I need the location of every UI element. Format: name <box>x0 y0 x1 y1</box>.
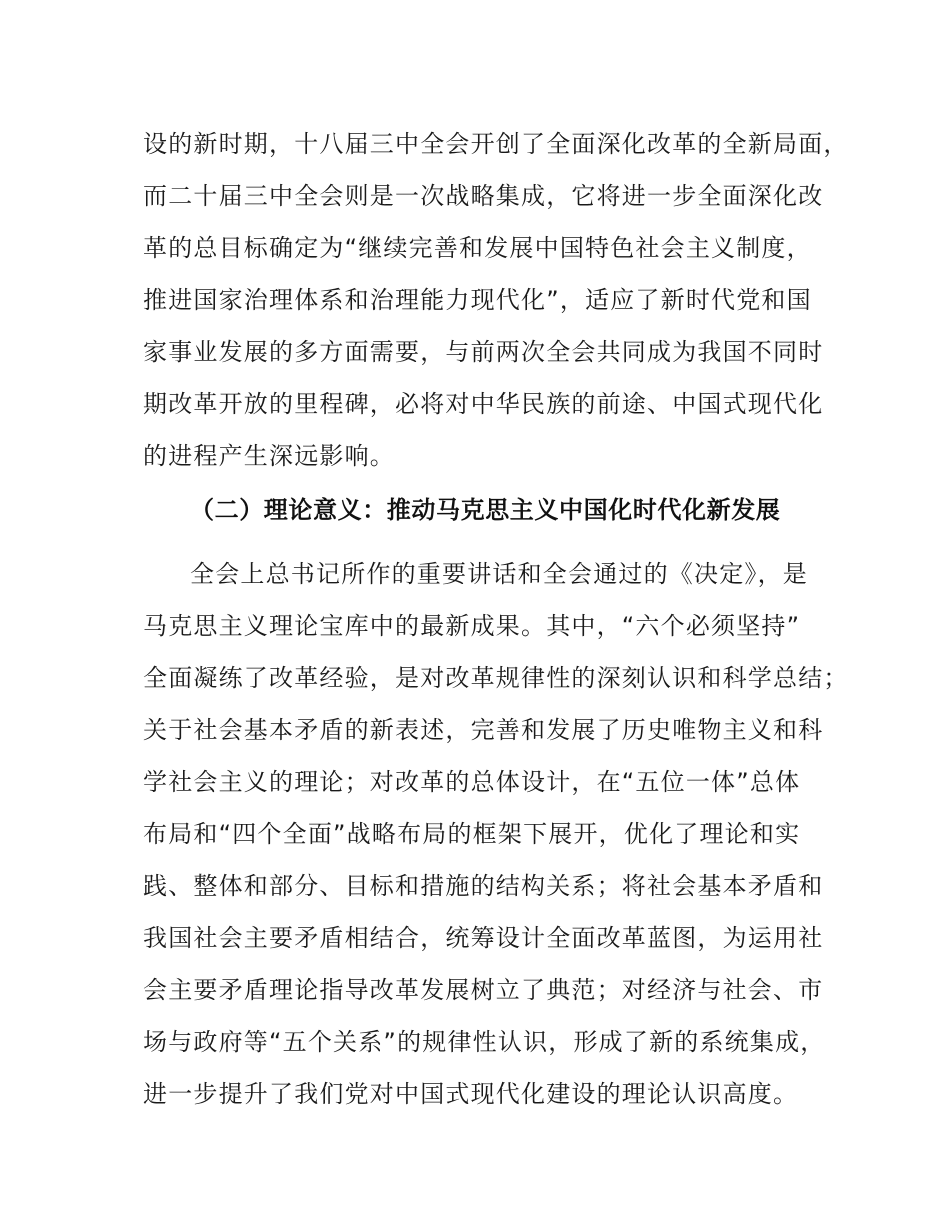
paragraph-2-line-3: 全面凝练了改革经验，是对改革规律性的深刻认识和科学总结； <box>143 664 849 692</box>
paragraph-1-line-7: 的进程产生深远影响。 <box>143 442 395 470</box>
paragraph-1-line-5: 家事业发展的多方面需要，与前两次全会共同成为我国不同时 <box>143 338 824 366</box>
paragraph-2-line-9: 会主要矛盾理论指导改革发展树立了典范；对经济与社会、市 <box>143 976 824 1004</box>
paragraph-1-line-4: 推进国家治理体系和治理能力现代化”，适应了新时代党和国 <box>143 286 812 314</box>
paragraph-2-line-11: 进一步提升了我们党对中国式现代化建设的理论认识高度。 <box>143 1080 799 1108</box>
paragraph-2-line-6: 布局和“四个全面”战略布局的框架下展开，优化了理论和实 <box>143 820 801 848</box>
section-heading: （二）理论意义：推动马克思主义中国化时代化新发展 <box>190 496 781 524</box>
paragraph-2-line-5: 学社会主义的理论；对改革的总体设计，在“五位一体”总体 <box>143 768 801 796</box>
paragraph-2-line-7: 践、整体和部分、目标和措施的结构关系；将社会基本矛盾和 <box>143 872 824 900</box>
paragraph-2-line-2: 马克思主义理论宝库中的最新成果。其中，“六个必须坚持” <box>143 612 801 640</box>
paragraph-1-line-3: 革的总目标确定为“继续完善和发展中国特色社会主义制度， <box>143 234 812 262</box>
paragraph-2-line-4: 关于社会基本矛盾的新表述，完善和发展了历史唯物主义和科 <box>143 716 824 744</box>
paragraph-2-line-8: 我国社会主要矛盾相结合，统筹设计全面改革蓝图，为运用社 <box>143 924 824 952</box>
paragraph-2-line-10: 场与政府等“五个关系”的规律性认识，形成了新的系统集成， <box>143 1028 826 1056</box>
paragraph-1-line-6: 期改革开放的里程碑，必将对中华民族的前途、中国式现代化 <box>143 390 824 418</box>
paragraph-1-line-2: 而二十届三中全会则是一次战略集成，它将进一步全面深化改 <box>143 182 824 210</box>
paragraph-1-line-1: 设的新时期，十八届三中全会开创了全面深化改革的全新局面， <box>143 130 849 158</box>
paragraph-2-line-1: 全会上总书记所作的重要讲话和全会通过的《决定》，是 <box>190 560 808 588</box>
